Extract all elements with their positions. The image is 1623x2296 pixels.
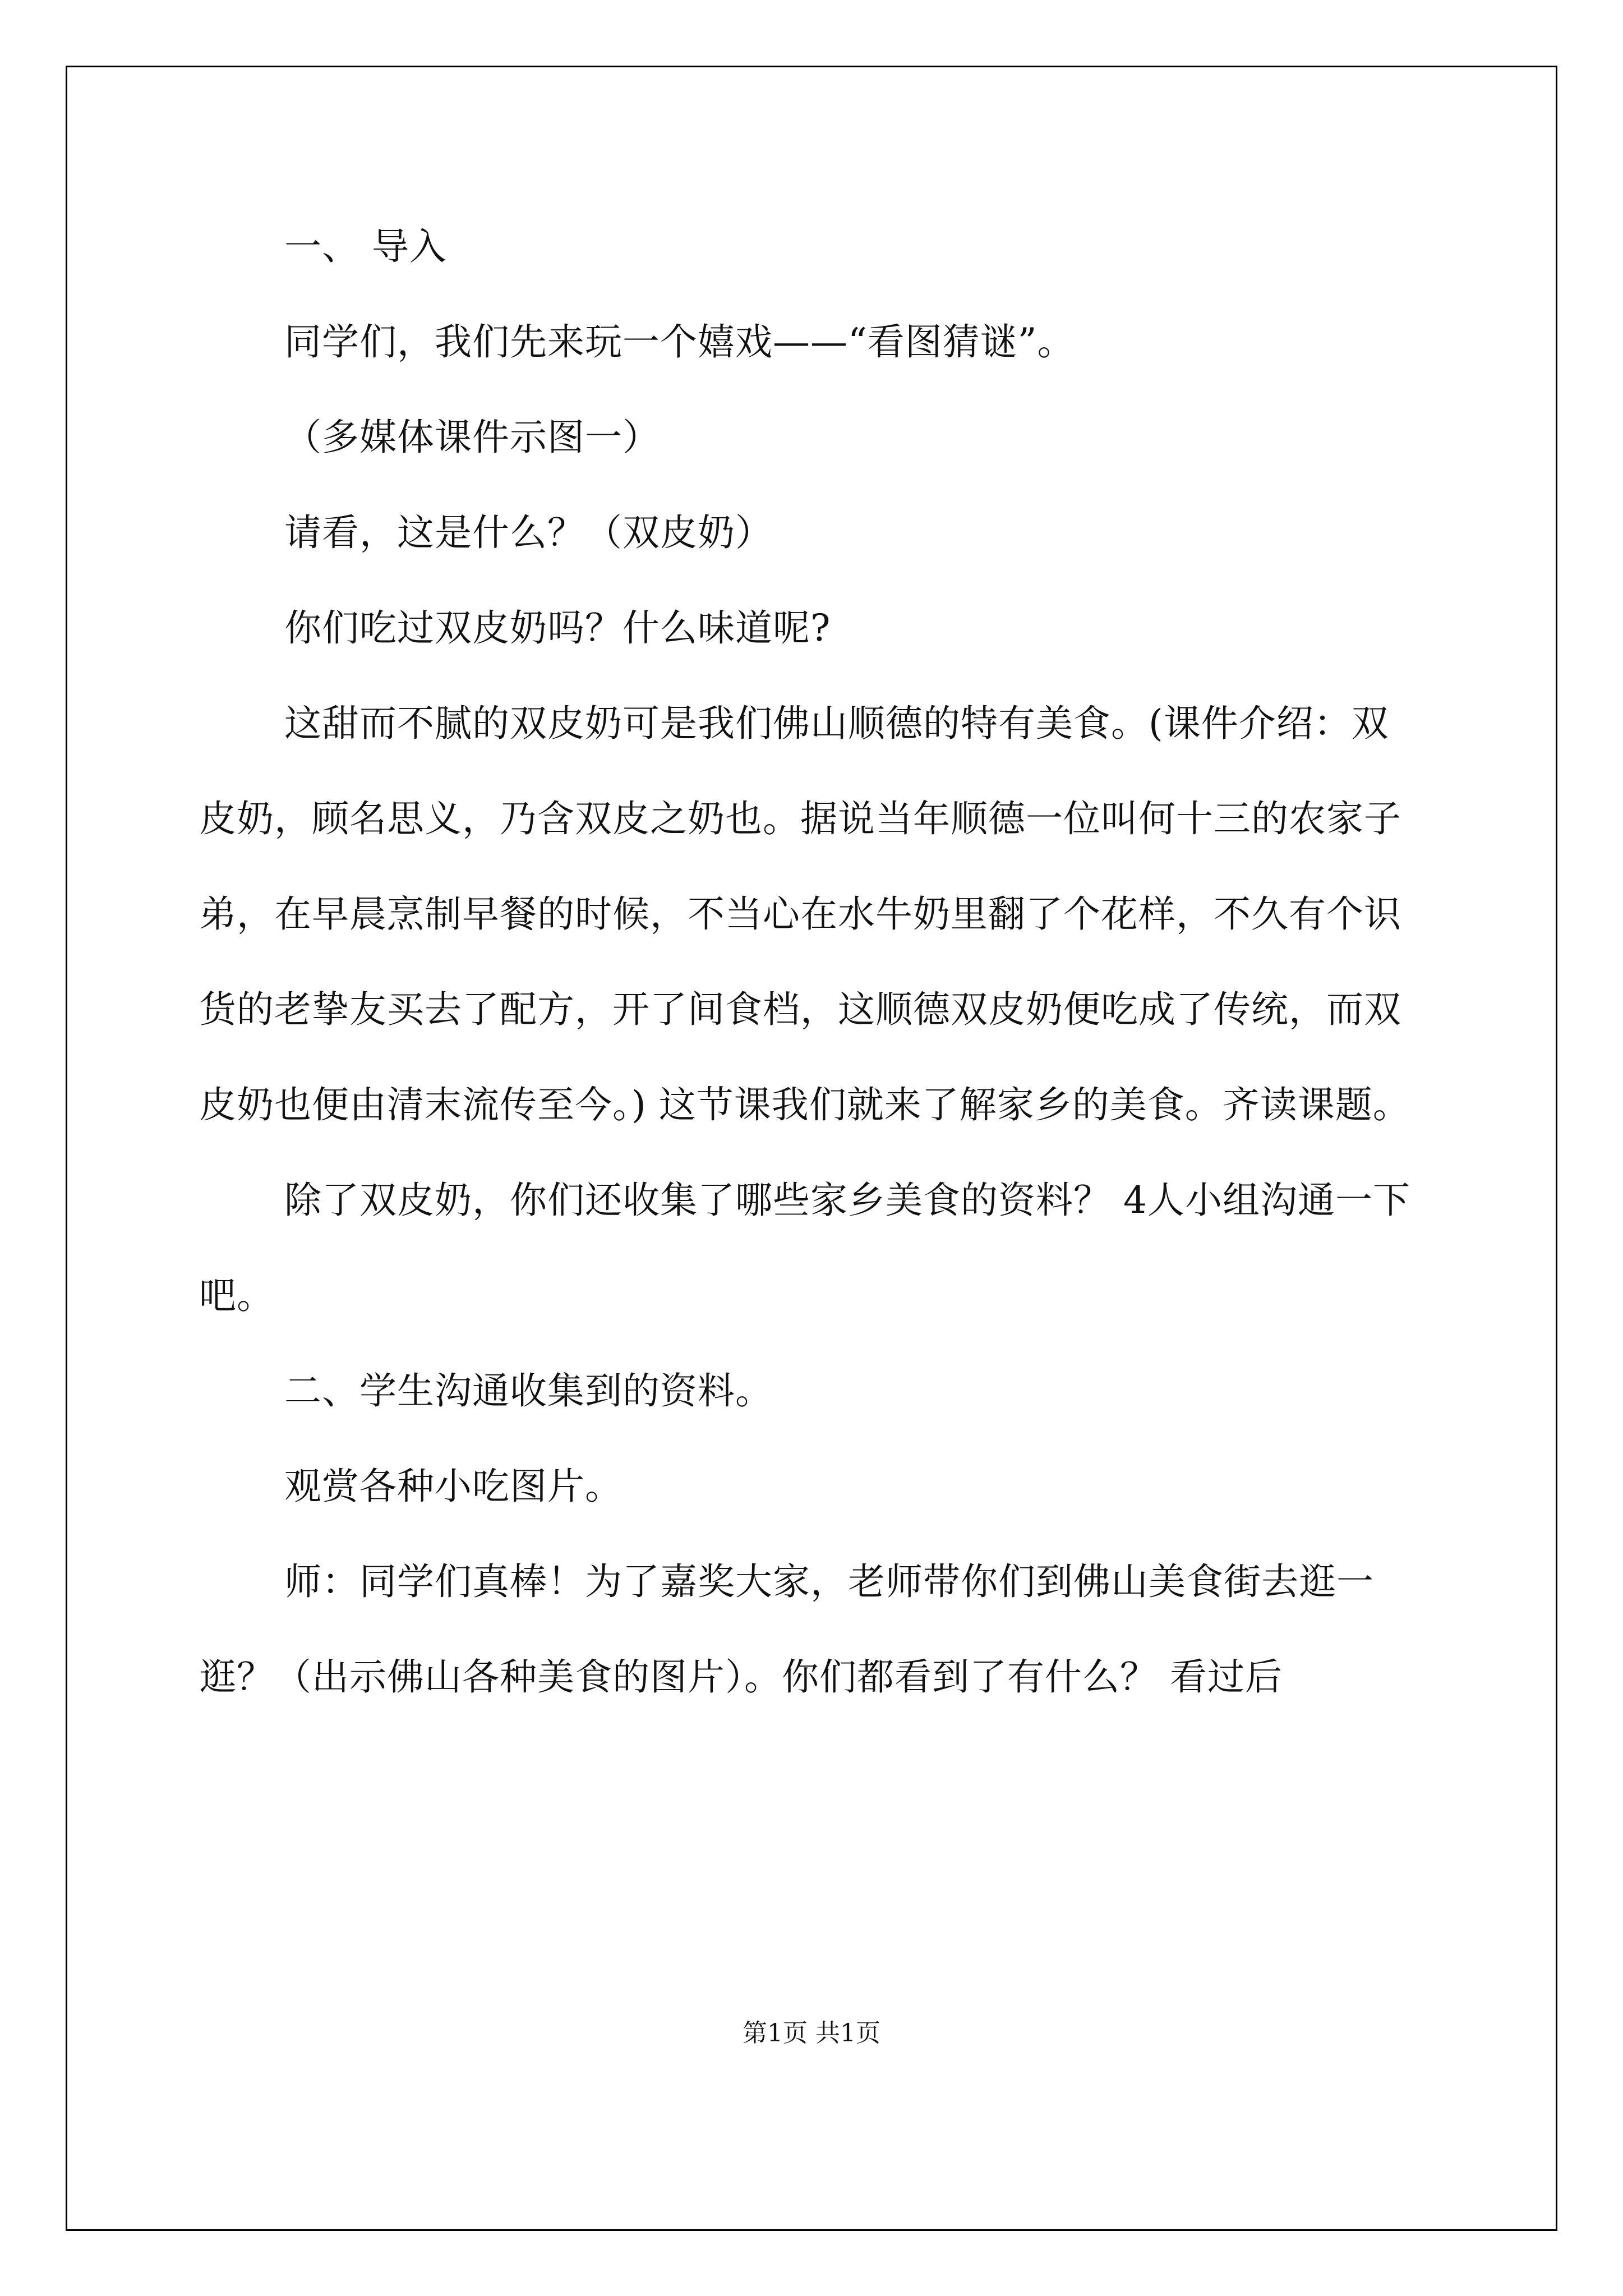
paragraph: 同学们，我们先来玩一个嬉戏——“看图猜谜”。 xyxy=(284,320,1075,364)
paragraph: 这甜而不腻的双皮奶可是我们佛山顺德的特有美食。(课件介绍：双皮奶，顾名思义，乃含双皮之奶也。据说当年顺德一位叫何十三的农家子弟，在早晨烹制早餐的时候，不当心在水牛奶里翻了个花样，不久有个识货的老挚友买去了配方，开了间食档，这顺德双皮奶便吃成了传统，而双皮奶也便由清末流传至今。) 这节课我们就来了解家乡的美食。齐读课题。 xyxy=(199,702,1410,1126)
page-footer xyxy=(0,2013,1623,2049)
paragraph: 你们吃过双皮奶吗？什么味道呢? xyxy=(284,606,831,650)
section-heading-intro: 一、 导入 xyxy=(284,225,447,268)
paragraph: 除了双皮奶，你们还收集了哪些家乡美食的资料？ 4人小组沟通一下吧。 xyxy=(199,1179,1410,1317)
paragraph: 观赏各种小吃图片。 xyxy=(284,1465,623,1508)
section-heading-exchange: 二、学生沟通收集到的资料。 xyxy=(284,1369,773,1412)
paragraph: 师：同学们真棒！为了嘉奖大家，老师带你们到佛山美食街去逛一逛？（出示佛山各种美食的图片）。你们都看到了有什么？ 看过后 xyxy=(199,1560,1374,1699)
paragraph: 请看，这是什么？（双皮奶） xyxy=(284,511,773,554)
page-number: 第1页 共1页 xyxy=(743,2019,880,2047)
document-body xyxy=(199,199,1422,1725)
paragraph: （多媒体课件示图一） xyxy=(284,416,660,459)
